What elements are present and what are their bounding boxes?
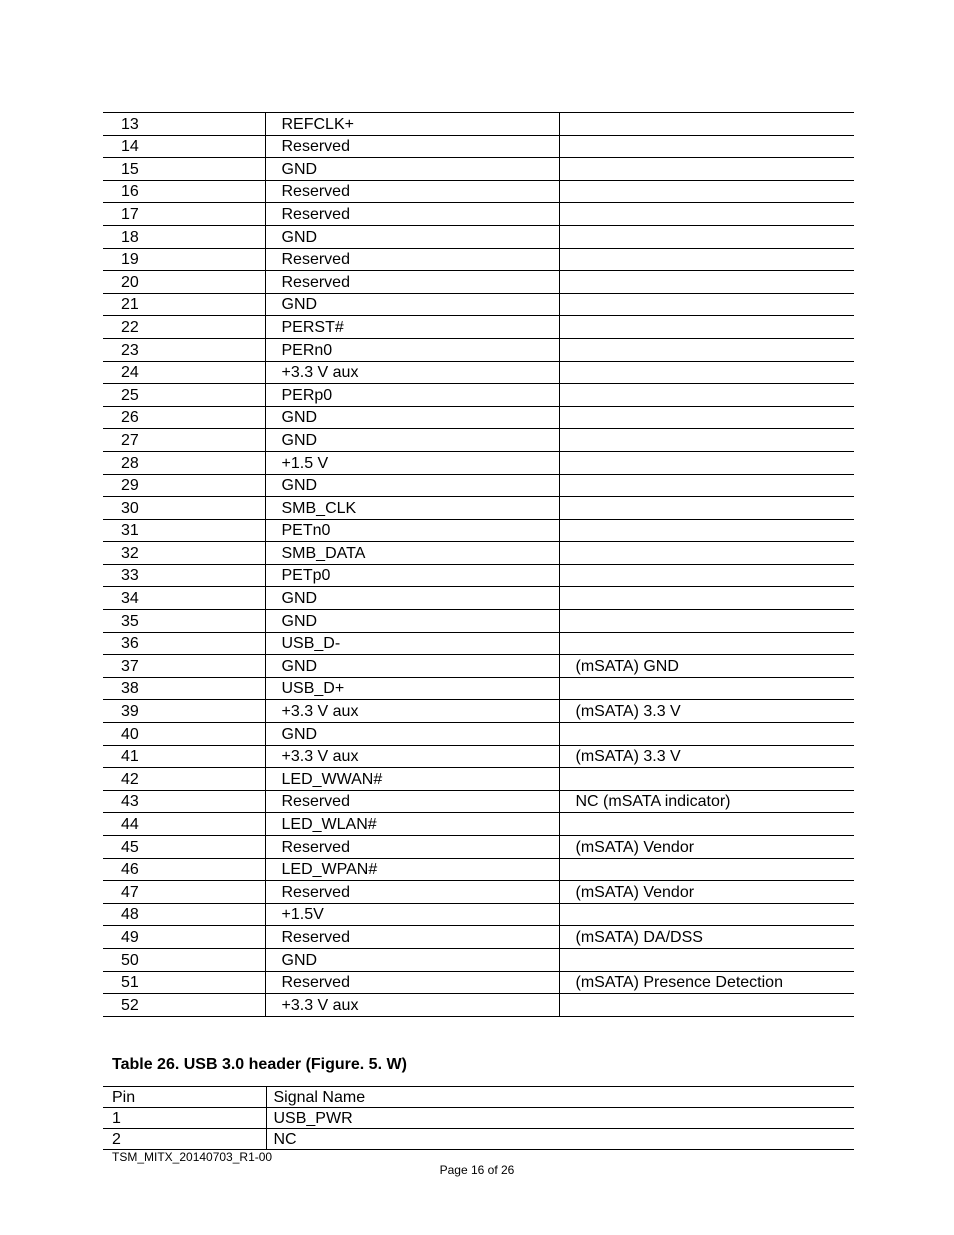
- pin-cell: 48: [103, 903, 265, 926]
- signal-cell: LED_WLAN#: [265, 813, 559, 836]
- pin-cell: 17: [103, 203, 265, 226]
- pin-cell: 29: [103, 474, 265, 497]
- note-cell: (mSATA) 3.3 V: [559, 700, 854, 723]
- note-cell: [559, 113, 854, 136]
- usb-header-table: [103, 1086, 854, 1150]
- signal-cell: SMB_DATA: [265, 542, 559, 565]
- signal-cell: USB_PWR: [266, 1108, 854, 1129]
- pin-cell: 42: [103, 768, 265, 791]
- table-row: [103, 610, 854, 633]
- pin-cell: 44: [103, 813, 265, 836]
- note-cell: [559, 610, 854, 633]
- signal-cell: Reserved: [265, 881, 559, 904]
- pin-cell: 39: [103, 700, 265, 723]
- signal-cell: +1.5V: [265, 903, 559, 926]
- pin-cell: 41: [103, 745, 265, 768]
- note-cell: [559, 225, 854, 248]
- pin-cell: 37: [103, 655, 265, 678]
- pin-cell: 40: [103, 723, 265, 746]
- note-cell: (mSATA) Presence Detection: [559, 971, 854, 994]
- table-row: [103, 180, 854, 203]
- table-row: [103, 248, 854, 271]
- signal-cell: PETp0: [265, 564, 559, 587]
- pin-cell: 30: [103, 497, 265, 520]
- signal-cell: Reserved: [265, 790, 559, 813]
- table-row: [103, 1108, 854, 1129]
- signal-cell: GND: [265, 610, 559, 633]
- table-row: [103, 497, 854, 520]
- signal-cell: GND: [265, 406, 559, 429]
- note-cell: [559, 813, 854, 836]
- table-row: [103, 655, 854, 678]
- signal-cell: USB_D-: [265, 632, 559, 655]
- pin-cell: 1: [103, 1108, 266, 1129]
- pin-cell: 36: [103, 632, 265, 655]
- pin-cell: 24: [103, 361, 265, 384]
- table-row: [103, 135, 854, 158]
- table-row: [103, 745, 854, 768]
- table-row: [103, 700, 854, 723]
- table-row: [103, 271, 854, 294]
- table-row: [103, 790, 854, 813]
- pin-cell: 51: [103, 971, 265, 994]
- signal-cell: LED_WPAN#: [265, 858, 559, 881]
- note-cell: [559, 271, 854, 294]
- signal-cell: GND: [265, 158, 559, 181]
- note-cell: (mSATA) 3.3 V: [559, 745, 854, 768]
- note-cell: [559, 406, 854, 429]
- pin-cell: 47: [103, 881, 265, 904]
- table-caption: Table 26. USB 3.0 header (Figure. 5. W): [112, 1056, 407, 1073]
- pin-column-header: Pin: [103, 1087, 266, 1108]
- table-row: [103, 474, 854, 497]
- table-row: [103, 316, 854, 339]
- pin-cell: 21: [103, 293, 265, 316]
- signal-cell: +1.5 V: [265, 451, 559, 474]
- table-row: [103, 587, 854, 610]
- table-row: [103, 361, 854, 384]
- table-row: [103, 293, 854, 316]
- pin-cell: 33: [103, 564, 265, 587]
- note-cell: (mSATA) Vendor: [559, 836, 854, 859]
- signal-cell: +3.3 V aux: [265, 994, 559, 1017]
- pin-cell: 22: [103, 316, 265, 339]
- pin-cell: 23: [103, 338, 265, 361]
- note-cell: [559, 587, 854, 610]
- table-row: [103, 677, 854, 700]
- table-row: [103, 948, 854, 971]
- note-cell: NC (mSATA indicator): [559, 790, 854, 813]
- note-cell: [559, 384, 854, 407]
- note-cell: [559, 677, 854, 700]
- table-row: [103, 406, 854, 429]
- pin-cell: 20: [103, 271, 265, 294]
- pin-cell: 28: [103, 451, 265, 474]
- note-cell: [559, 948, 854, 971]
- signal-cell: GND: [265, 723, 559, 746]
- signal-cell: NC: [266, 1129, 854, 1150]
- pin-cell: 13: [103, 113, 265, 136]
- table-row: [103, 113, 854, 136]
- pin-cell: 34: [103, 587, 265, 610]
- signal-column-header: Signal Name: [266, 1087, 854, 1108]
- pin-cell: 25: [103, 384, 265, 407]
- document-id: TSM_MITX_20140703_R1-00: [112, 1150, 273, 1164]
- pin-cell: 27: [103, 429, 265, 452]
- note-cell: [559, 723, 854, 746]
- table-row: [103, 723, 854, 746]
- pin-cell: 31: [103, 519, 265, 542]
- pin-cell: 50: [103, 948, 265, 971]
- pin-cell: 35: [103, 610, 265, 633]
- table-row: [103, 813, 854, 836]
- pin-cell: 16: [103, 180, 265, 203]
- table-row: [103, 1129, 854, 1150]
- pin-cell: 26: [103, 406, 265, 429]
- table-row: [103, 971, 854, 994]
- note-cell: [559, 519, 854, 542]
- page-number: Page 16 of 26: [439, 1163, 515, 1177]
- table-row: [103, 542, 854, 565]
- signal-cell: Reserved: [265, 271, 559, 294]
- signal-cell: Reserved: [265, 926, 559, 949]
- table-row: [103, 519, 854, 542]
- signal-cell: Reserved: [265, 135, 559, 158]
- signal-cell: SMB_CLK: [265, 497, 559, 520]
- pin-cell: 19: [103, 248, 265, 271]
- note-cell: [559, 497, 854, 520]
- note-cell: [559, 135, 854, 158]
- pin-cell: 45: [103, 836, 265, 859]
- note-cell: [559, 632, 854, 655]
- signal-cell: USB_D+: [265, 677, 559, 700]
- note-cell: [559, 248, 854, 271]
- table-row: [103, 338, 854, 361]
- note-cell: [559, 180, 854, 203]
- table-row: [103, 158, 854, 181]
- table-row: [103, 926, 854, 949]
- signal-cell: GND: [265, 293, 559, 316]
- note-cell: [559, 474, 854, 497]
- table-row: [103, 903, 854, 926]
- signal-cell: Reserved: [265, 971, 559, 994]
- signal-cell: GND: [265, 429, 559, 452]
- signal-cell: Reserved: [265, 836, 559, 859]
- signal-cell: LED_WWAN#: [265, 768, 559, 791]
- table-header-row: [103, 1087, 854, 1108]
- signal-cell: PERn0: [265, 338, 559, 361]
- note-cell: [559, 768, 854, 791]
- signal-cell: Reserved: [265, 180, 559, 203]
- note-cell: [559, 564, 854, 587]
- table-row: [103, 451, 854, 474]
- signal-cell: GND: [265, 587, 559, 610]
- note-cell: (mSATA) GND: [559, 655, 854, 678]
- signal-cell: GND: [265, 225, 559, 248]
- note-cell: [559, 994, 854, 1017]
- table-row: [103, 632, 854, 655]
- pin-cell: 43: [103, 790, 265, 813]
- table-row: [103, 836, 854, 859]
- signal-cell: GND: [265, 948, 559, 971]
- table-row: [103, 564, 854, 587]
- signal-cell: +3.3 V aux: [265, 361, 559, 384]
- pin-cell: 15: [103, 158, 265, 181]
- table-row: [103, 858, 854, 881]
- note-cell: [559, 203, 854, 226]
- signal-cell: +3.3 V aux: [265, 745, 559, 768]
- pin-table-body: [103, 113, 854, 1017]
- note-cell: (mSATA) DA/DSS: [559, 926, 854, 949]
- note-cell: [559, 293, 854, 316]
- note-cell: (mSATA) Vendor: [559, 881, 854, 904]
- signal-cell: REFCLK+: [265, 113, 559, 136]
- note-cell: [559, 429, 854, 452]
- signal-cell: PERp0: [265, 384, 559, 407]
- pin-cell: 52: [103, 994, 265, 1017]
- note-cell: [559, 903, 854, 926]
- pin-cell: 32: [103, 542, 265, 565]
- table-row: [103, 881, 854, 904]
- pin-cell: 46: [103, 858, 265, 881]
- table-row: [103, 203, 854, 226]
- pin-cell: 38: [103, 677, 265, 700]
- pin-cell: 49: [103, 926, 265, 949]
- note-cell: [559, 451, 854, 474]
- signal-cell: GND: [265, 655, 559, 678]
- signal-cell: GND: [265, 474, 559, 497]
- note-cell: [559, 338, 854, 361]
- note-cell: [559, 316, 854, 339]
- table-row: [103, 384, 854, 407]
- signal-cell: PERST#: [265, 316, 559, 339]
- signal-cell: Reserved: [265, 203, 559, 226]
- note-cell: [559, 542, 854, 565]
- table-row: [103, 429, 854, 452]
- note-cell: [559, 158, 854, 181]
- table-row: [103, 225, 854, 248]
- pin-cell: 18: [103, 225, 265, 248]
- table-row: [103, 994, 854, 1017]
- table-row: [103, 768, 854, 791]
- pin-cell: 14: [103, 135, 265, 158]
- note-cell: [559, 361, 854, 384]
- signal-cell: Reserved: [265, 248, 559, 271]
- note-cell: [559, 858, 854, 881]
- pin-cell: 2: [103, 1129, 266, 1150]
- signal-cell: PETn0: [265, 519, 559, 542]
- pin-table: [103, 112, 854, 1017]
- signal-cell: +3.3 V aux: [265, 700, 559, 723]
